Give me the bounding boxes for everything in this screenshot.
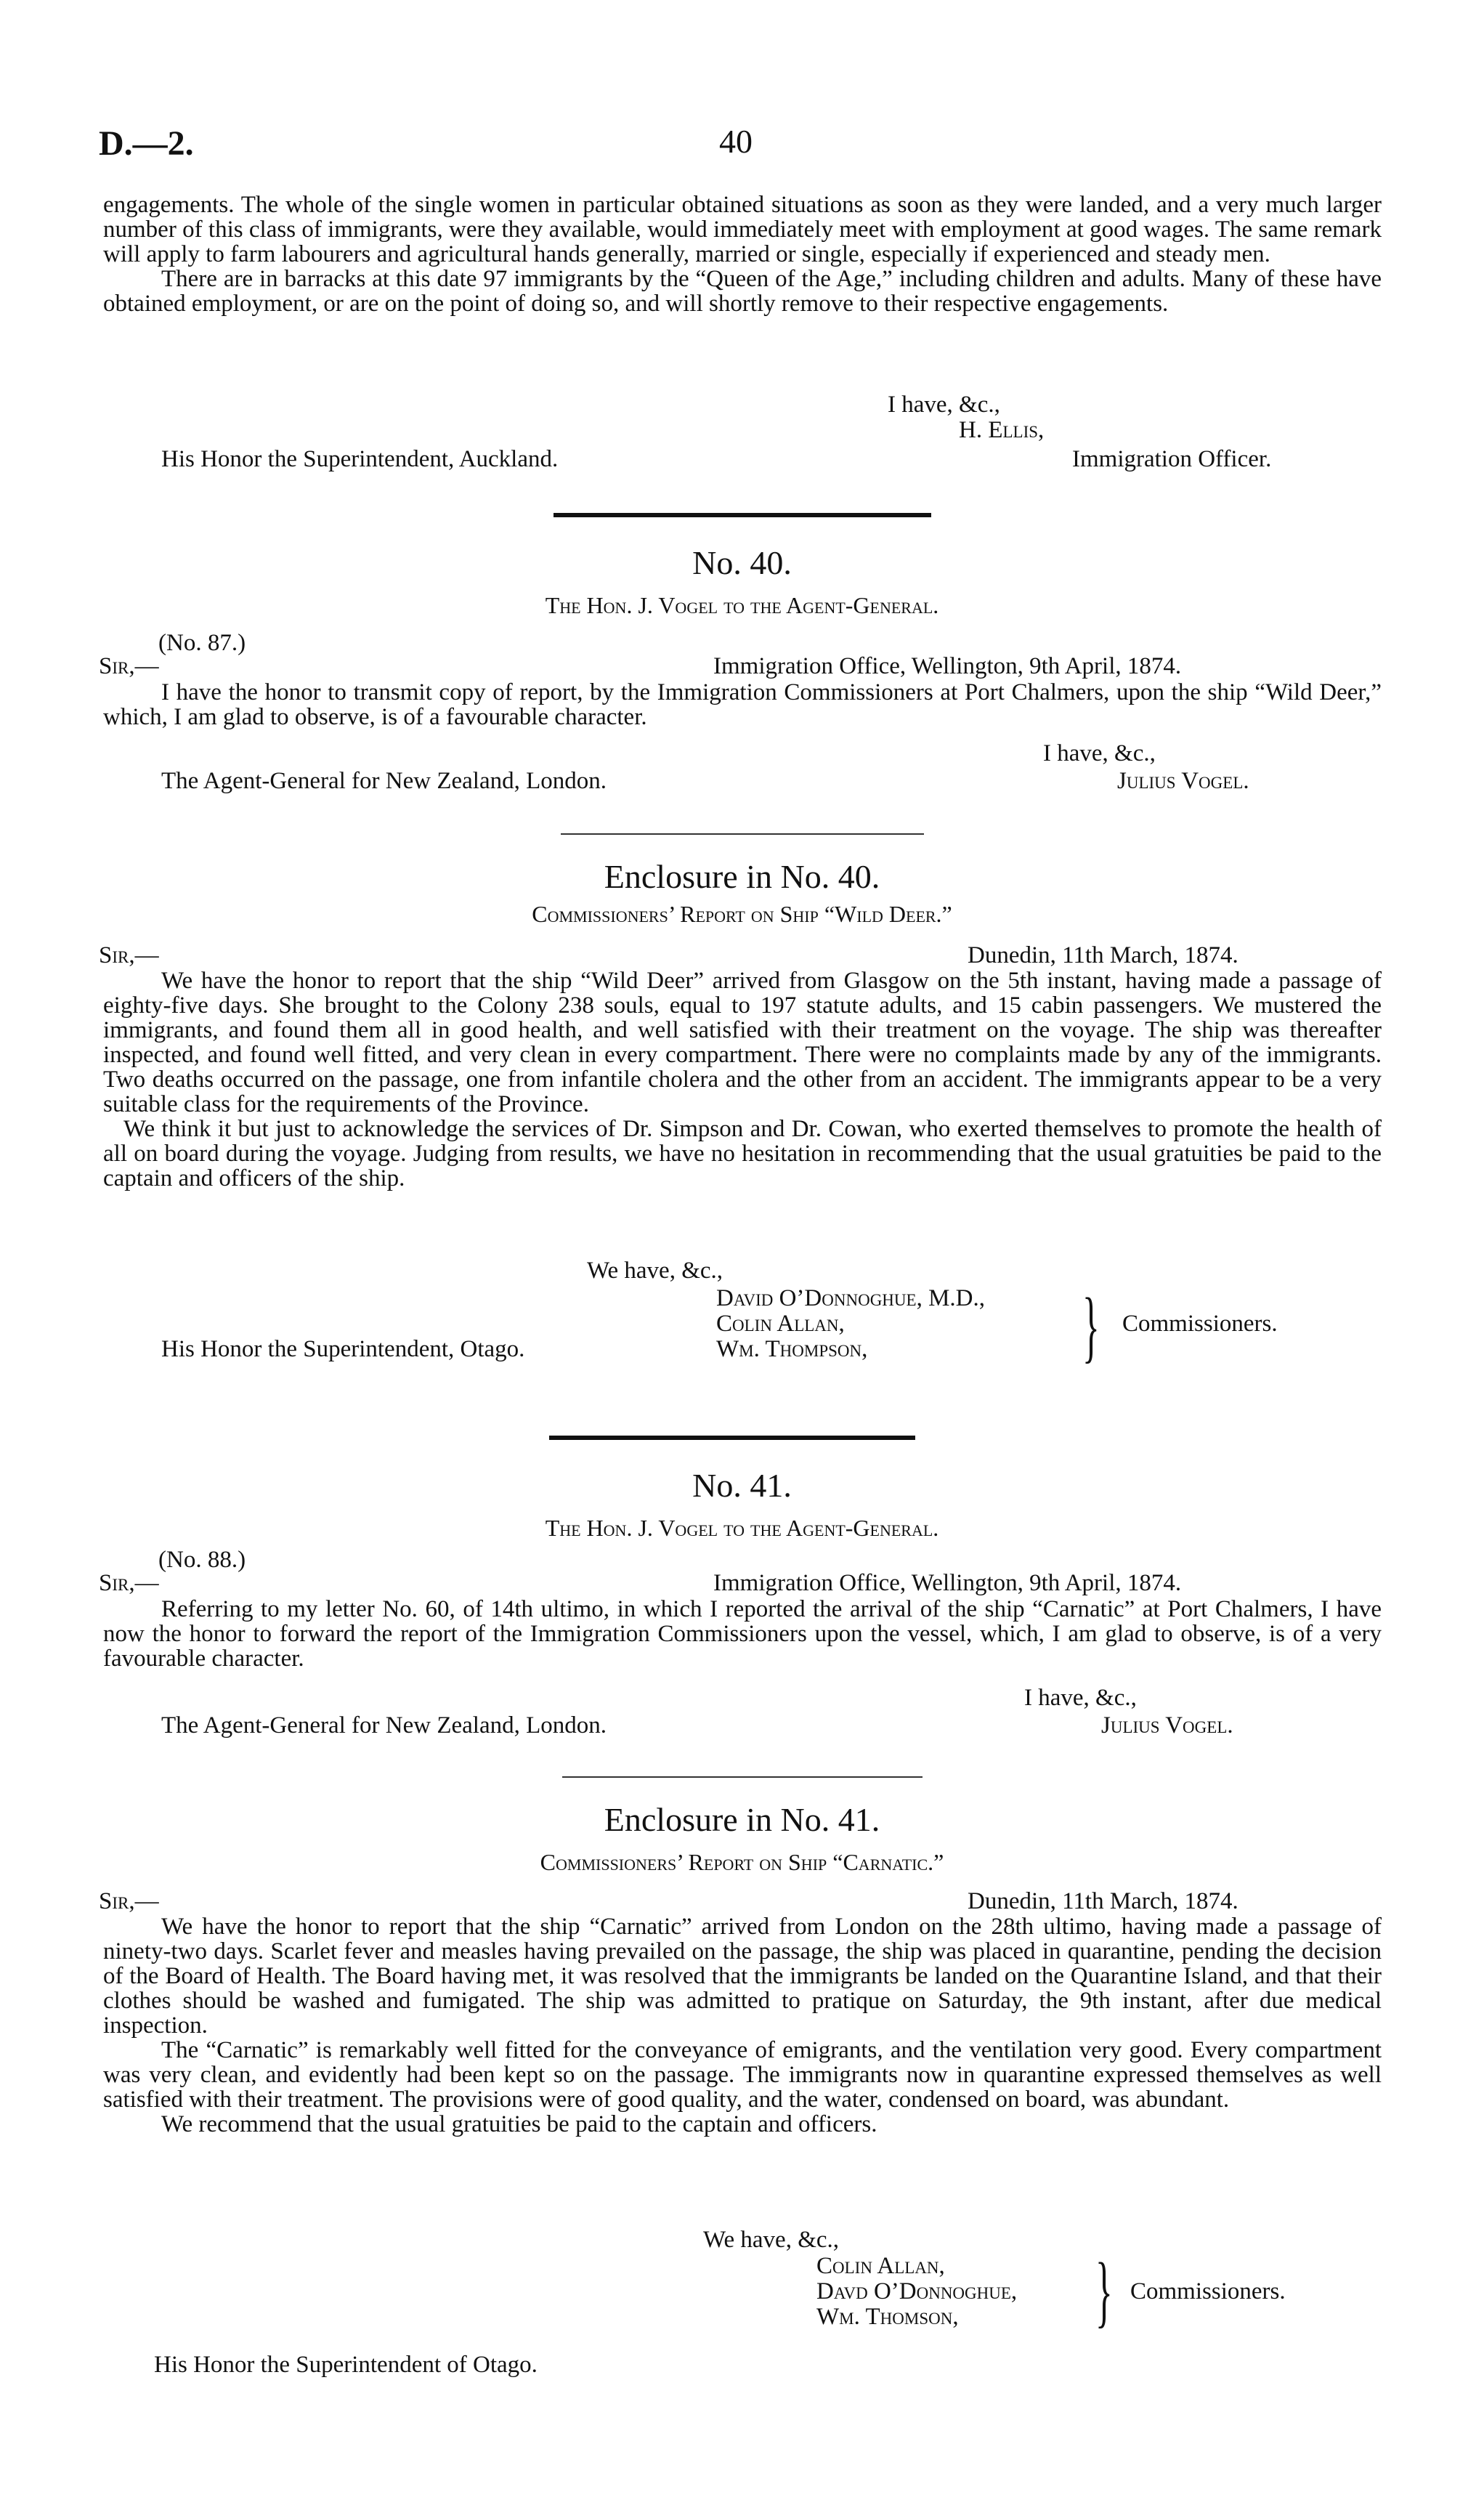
report-body — [103, 968, 1382, 1191]
place-date: Dunedin, 11th March, 1874. — [968, 1888, 1238, 1914]
closing: I have, &c., — [1024, 1685, 1137, 1711]
divider — [561, 833, 924, 835]
reference-number: (No. 88.) — [158, 1547, 246, 1573]
salutation: Sir,— — [99, 1888, 159, 1914]
letter-body — [103, 1597, 1382, 1671]
divider — [562, 1776, 923, 1778]
brace: } — [1095, 2246, 1113, 2335]
enclosure-subtitle: Commissioners’ Report on Ship “Carnatic.” — [540, 1849, 944, 1875]
section-subtitle: The Hon. J. Vogel to the Agent-General. — [545, 1515, 939, 1541]
signer: Julius Vogel. — [1101, 1712, 1233, 1739]
paragraph: We have the honor to report that the ship “Carnatic” arrived from London on the 28th ultimo, having made a passage of ninety-two days. Scarlet fever and measles having prevailed on the passage, the ship was placed in quarantine, pending the decision of the Board of Health. The Board having met, it was resolved that the immigrants be landed on the Quarantine Island, and that their clothes should be washed and fumigated. The ship was admitted to pratique on Saturday, the 9th instant, after due medical inspection. — [103, 1914, 1382, 2039]
section-rule — [549, 1436, 915, 1440]
place-date: Dunedin, 11th March, 1874. — [968, 942, 1238, 968]
closing: I have, &c., — [1043, 740, 1156, 766]
paragraph: The “Carnatic” is remarkably well fitted for the conveyance of emigrants, and the ventilation very good. Every compartment was very clean, and evidently had been kept so on the passage. The immigrants now in quarantine expressed themselves as well satisfied with their treatment. The provisions were of good quality, and the water, condensed on board, was abundant. — [103, 2037, 1382, 2113]
reference-number: (No. 87.) — [158, 630, 246, 656]
addressee: The Agent-General for New Zealand, London. — [161, 1712, 607, 1739]
signer-role: Commissioners. — [1122, 1311, 1278, 1337]
paragraph: We think it but just to acknowledge the services of Dr. Simpson and Dr. Cowan, who exerted themselves to promote the health of all on board during the voyage. Judging from results, we have no hesitation in recommending that the usual gratuities be paid to the captain and officers of the ship. — [103, 1116, 1382, 1191]
addressee: His Honor the Superintendent, Auckland. — [161, 446, 559, 472]
signer: Julius Vogel. — [1117, 768, 1249, 794]
brace: } — [1082, 1282, 1100, 1370]
closing: We have, &c., — [587, 1258, 723, 1284]
addressee: The Agent-General for New Zealand, London. — [161, 768, 607, 794]
enclosure-title: Enclosure in No. 40. — [604, 858, 880, 895]
enclosure-title: Enclosure in No. 41. — [604, 1801, 880, 1838]
signer-title: Immigration Officer. — [1072, 446, 1272, 472]
report-body — [103, 1914, 1382, 2137]
paragraph: I have the honor to transmit copy of report, by the Immigration Commissioners at Port Chalmers, upon the ship “Wild Deer,” which, I am glad to observe, is of a favourable character. — [103, 679, 1382, 730]
place-date: Immigration Office, Wellington, 9th April, 1874. — [713, 653, 1182, 679]
section-subtitle: The Hon. J. Vogel to the Agent-General. — [545, 592, 939, 618]
signer: Colin Allan, — [716, 1311, 845, 1337]
enclosure-subtitle: Commissioners’ Report on Ship “Wild Deer.” — [532, 901, 952, 927]
page-number: 40 — [719, 123, 753, 160]
salutation: Sir,— — [99, 942, 159, 968]
paragraph: There are in barracks at this date 97 immigrants by the “Queen of the Age,” including children and adults. Many of these have obtained employment, or are on the point of doing so, and will shortly remove to their respective engagements. — [103, 266, 1382, 317]
page-code: D.—2. — [99, 124, 194, 163]
paragraph: We have the honor to report that the ship “Wild Deer” arrived from Glasgow on the 5th instant, having made a passage of eighty-five days. She brought to the Colony 238 souls, equal to 197 statute adults, and 15 cabin passengers. We mustered the immigrants, and found them all in good health, and well satisfied with their treatment on the voyage. The ship was thereafter inspected, and found well fitted, and very clean in every compartment. There were no complaints made by any of the immigrants. Two deaths occurred on the passage, one from infantile cholera and the other from an accident. The immigrants appear to be a very suitable class for the requirements of the Province. — [103, 968, 1382, 1117]
signer-role: Commissioners. — [1130, 2278, 1286, 2304]
signer: Colin Allan, — [816, 2253, 945, 2279]
section-number: No. 40. — [692, 544, 792, 581]
paragraph: We recommend that the usual gratuities be paid to the captain and officers. — [161, 2111, 877, 2137]
addressee: His Honor the Superintendent of Otago. — [154, 2352, 538, 2378]
closing: I have, &c., — [888, 392, 1000, 418]
signer: Wm. Thompson, — [716, 1336, 868, 1362]
paragraph: Referring to my letter No. 60, of 14th ultimo, in which I reported the arrival of the ship “Carnatic” at Port Chalmers, I have now the honor to forward the report of the Immigration Commissioners upon the vessel, which, I am glad to observe, is of a very favourable character. — [103, 1596, 1382, 1672]
paragraph: engagements. The whole of the single women in particular obtained situations as soon as they were landed, and a very much larger number of this class of immigrants, were they available, would immediately meet with employment at good wages. The same remark will apply to farm labourers and agricultural hands generally, married or single, especially if experienced and steady men. — [103, 192, 1382, 267]
section-rule — [554, 513, 931, 517]
letter-body — [103, 680, 1382, 729]
addressee: His Honor the Superintendent, Otago. — [161, 1336, 525, 1362]
signer: Wm. Thomson, — [816, 2304, 959, 2330]
part1-body — [103, 193, 1382, 316]
signer: David O’Donnoghue, M.D., — [716, 1285, 985, 1311]
salutation: Sir,— — [99, 653, 159, 679]
closing: We have, &c., — [703, 2227, 840, 2253]
signer: Davd O’Donnoghue, — [816, 2278, 1018, 2304]
section-number: No. 41. — [692, 1467, 792, 1504]
salutation: Sir,— — [99, 1570, 159, 1596]
signer: H. Ellis, — [959, 417, 1045, 443]
place-date: Immigration Office, Wellington, 9th April, 1874. — [713, 1570, 1182, 1596]
